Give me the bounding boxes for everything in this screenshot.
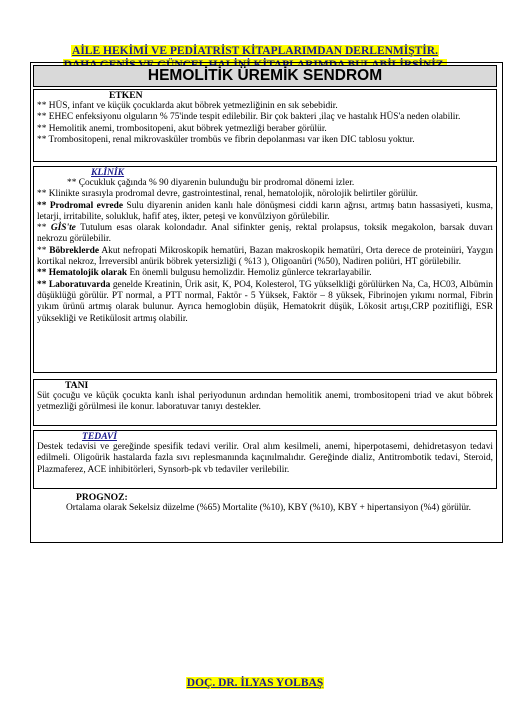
prodromal-label: ** Prodromal evrede — [37, 200, 124, 211]
page-title: HEMOLİTİK ÜREMİK SENDROM — [33, 65, 497, 87]
author-footer — [0, 677, 510, 689]
klinik-intro: ** Çocukluk çağında % 90 diyarenin bulunduğu bir prodromal dönemi izler. — [67, 178, 355, 188]
tani-section — [33, 379, 497, 426]
bobrek-label: Böbreklerde — [49, 245, 100, 256]
etken-line-4: ** Trombositopeni, renal mikrovasküler trombüs ve fibrin depolanması var iken DIC tablosu yoktur. — [37, 134, 415, 145]
prognoz-text: Ortalama olarak Sekelsiz düzelme (%65) Mortalite (%10), KBY (%10), KBY + hipertansiyon (%4) görülür. — [66, 503, 471, 513]
prognoz-header: PROGNOZ: — [76, 492, 128, 503]
tedavi-text: Destek tedavisi ve gereğinde spesifik tedavi verilir. Oral alım kesilmeli, anemi, hiperpotasemi, dehidretasyon tedavi edilmeli. Oligoürik hastalarda fazla sıvı replesmanında kaçınılmalıdır. Gereğinde dializ, Antitrombotik tedavi, Steroid, Plazmaferez, ACE inhibitörleri, Synsorb-pk vb tedaviler verilebilir. — [37, 442, 493, 475]
gis-label: GİS'te — [50, 223, 76, 234]
hemato-label: ** Hematolojik olarak — [37, 268, 128, 279]
bobrek-prefix: ** — [37, 245, 50, 256]
klinik-bobrek — [37, 246, 493, 269]
tani-header: TANI — [65, 380, 89, 391]
etken-line-3: ** Hemolitik anemi, trombositopeni, akut böbrek yetmezliği beraber görülür. — [37, 123, 327, 134]
gis-prefix: ** — [37, 223, 51, 234]
klinik-gis — [37, 223, 493, 246]
klinik-line-2: ** Klinikte sırasıyla prodromal devre, gastrointestinal, renal, hematolojik, nörolojik belirtiler görülür. — [37, 189, 418, 200]
klinik-lab — [37, 280, 493, 325]
bobrek-text: Akut nefropati Mikroskopik hematüri, Bazan makroskopik hematüri, Orta derece de proteinüri, Yaygın kortikal nekroz, İrreversibl anürik böbrek yetersizliği ( %13 ), Oligoanüri (%50), Nadiren poliüri, HT görülebilir. — [37, 245, 494, 268]
gis-text: Tutulum esas olarak kolondadır. Anal sifinkter geniş, rektal prolapsus, toksik megakolon, barsak duvarı nekrozu görülebilir. — [37, 223, 493, 245]
tedavi-section — [33, 430, 497, 489]
prodromal-text: Sulu diyarenin aniden kanlı hale dönüşmesi ciddi karın ağrısı, artmış batın hassasiyeti, kusma, letarji, irritabilite, solukluk, hafif ateş, ikter, peteşi ve konvülziyon görülebilir. — [37, 200, 493, 222]
etken-line-1: ** HÜS, infant ve küçük çocuklarda akut böbrek yetmezliğinin en sık sebebidir. — [37, 101, 338, 111]
prognoz-section — [33, 492, 497, 537]
tedavi-header: TEDAVİ — [82, 431, 118, 442]
author-name: DOÇ. DR. İLYAS YOLBAŞ — [186, 677, 324, 689]
klinik-prodromal — [37, 201, 493, 224]
etken-line-2: ** EHEC enfeksiyonu olguların % 75'inde tespit edilebilir. Bir çok bakteri ,ilaç ve hastalık HÜS'a neden olabilir. — [37, 112, 461, 123]
klinik-header: KLİNİK — [91, 167, 125, 178]
hemato-text: En önemli bulgusu hemolizdir. Hemoliz günlerce tekrarlayabilir. — [127, 268, 372, 279]
lab-text: genelde Kreatinin, Ürik asit, K, PO4, Kolesterol, TG yükselkliği görülürken Na, Ca, HC03, Albümin düşüklüğü görülür. PT normal, a PTT normal, Faktör - 5 Yüksek, Faktör – 8 yüksek, Fibrinojen yıkımı normal, Fibrin yıkım ürünü artmış olarak bulunur. Ayrıca hemoglobin düşük, Hematokrit düşük, Lökosit artışı,CRP pozitifliği, ESR yüksekliği ve Retikülosit artmış olabilir. — [37, 279, 493, 324]
lab-label: ** Laboratuvarda — [37, 279, 111, 290]
klinik-section — [33, 166, 497, 373]
tani-text: Süt çocuğu ve küçük çocukta kanlı ishal periyodunun ardından hemolitik anemi, trombositopeni triad ve akut böbrek yetmezliği görülmesi ile konur. laboratuvar tanıyı destekler. — [37, 391, 493, 413]
etken-header: ETKEN — [109, 90, 143, 101]
banner-line-1: AİLE HEKİMİ VE PEDİATRİST KİTAPLARIMDAN DERLENMİŞTİR. — [72, 45, 438, 57]
etken-section — [33, 89, 497, 162]
klinik-hemato — [37, 268, 493, 279]
